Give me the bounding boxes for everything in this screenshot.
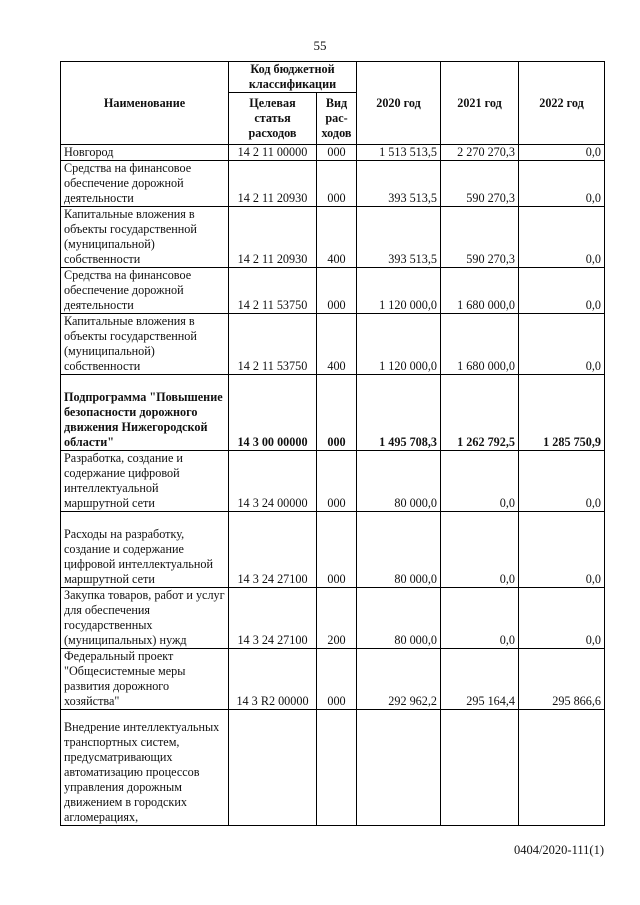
row-amount-2020: 1 513 513,5 <box>357 145 441 161</box>
row-target-code: 14 2 11 20930 <box>229 161 317 207</box>
row-amount-2021: 295 164,4 <box>441 649 519 710</box>
row-expense-type: 000 <box>317 512 357 588</box>
header-2022: 2022 год <box>519 62 605 145</box>
row-amount-2020: 1 120 000,0 <box>357 268 441 314</box>
row-amount-2021: 2 270 270,3 <box>441 145 519 161</box>
row-expense-type: 000 <box>317 268 357 314</box>
table-row <box>61 268 605 314</box>
row-expense-type: 200 <box>317 588 357 649</box>
row-amount-2022: 295 866,6 <box>519 649 605 710</box>
row-amount-2022: 0,0 <box>519 268 605 314</box>
header-kbk: Код бюджетной классификации <box>229 62 357 93</box>
row-target-code: 14 3 24 27100 <box>229 512 317 588</box>
row-amount-2021: 590 270,3 <box>441 161 519 207</box>
header-target-article: Целевая статья расходов <box>229 93 317 145</box>
header-2021: 2021 год <box>441 62 519 145</box>
row-name: Разработка, создание и содержание цифровой интеллектуальной маршрутной сети <box>61 451 229 512</box>
row-expense-type: 000 <box>317 145 357 161</box>
row-name: Подпрограмма "Повышение безопасности дорожного движения Нижегородской области" <box>61 375 229 451</box>
row-amount-2021: 1 262 792,5 <box>441 375 519 451</box>
row-amount-2022 <box>519 710 605 826</box>
row-target-code <box>229 710 317 826</box>
row-name: Внедрение интеллектуальных транспортных систем, предусматривающих автоматизацию процессов управления дорожным движением в городских агломерациях, <box>61 710 229 826</box>
page-number: 55 <box>313 38 327 53</box>
row-target-code: 14 2 11 00000 <box>229 145 317 161</box>
header-2020: 2020 год <box>357 62 441 145</box>
row-amount-2022: 0,0 <box>519 451 605 512</box>
row-amount-2022: 0,0 <box>519 588 605 649</box>
row-amount-2020: 80 000,0 <box>357 588 441 649</box>
table-row <box>61 649 605 710</box>
row-name: Расходы на разработку, создание и содержание цифровой интеллектуальной маршрутной сети <box>61 512 229 588</box>
row-expense-type: 400 <box>317 207 357 268</box>
row-amount-2022: 0,0 <box>519 314 605 375</box>
row-amount-2021: 1 680 000,0 <box>441 268 519 314</box>
row-name: Капитальные вложения в объекты государственной (муниципальной) собственности <box>61 207 229 268</box>
row-expense-type <box>317 710 357 826</box>
row-target-code: 14 3 00 00000 <box>229 375 317 451</box>
row-amount-2021: 0,0 <box>441 512 519 588</box>
row-expense-type: 000 <box>317 451 357 512</box>
row-amount-2022: 0,0 <box>519 512 605 588</box>
row-amount-2021: 590 270,3 <box>441 207 519 268</box>
row-amount-2020: 1 495 708,3 <box>357 375 441 451</box>
row-target-code: 14 3 24 00000 <box>229 451 317 512</box>
row-amount-2020: 1 120 000,0 <box>357 314 441 375</box>
row-amount-2020: 80 000,0 <box>357 512 441 588</box>
row-amount-2020: 292 962,2 <box>357 649 441 710</box>
row-amount-2022: 0,0 <box>519 145 605 161</box>
row-amount-2021: 1 680 000,0 <box>441 314 519 375</box>
row-amount-2020 <box>357 710 441 826</box>
row-name: Средства на финансовое обеспечение дорожной деятельности <box>61 268 229 314</box>
row-target-code: 14 2 11 53750 <box>229 314 317 375</box>
table-row <box>61 207 605 268</box>
row-amount-2020: 393 513,5 <box>357 207 441 268</box>
row-name: Новгород <box>61 145 229 161</box>
row-amount-2022: 0,0 <box>519 161 605 207</box>
row-target-code: 14 3 R2 00000 <box>229 649 317 710</box>
row-target-code: 14 2 11 20930 <box>229 207 317 268</box>
row-target-code: 14 2 11 53750 <box>229 268 317 314</box>
row-amount-2021: 0,0 <box>441 588 519 649</box>
row-expense-type: 000 <box>317 161 357 207</box>
header-name: Наименование <box>61 62 229 145</box>
row-amount-2022: 0,0 <box>519 207 605 268</box>
table-row <box>61 710 605 826</box>
table-row <box>61 161 605 207</box>
table-row <box>61 512 605 588</box>
row-expense-type: 000 <box>317 649 357 710</box>
row-expense-type: 000 <box>317 375 357 451</box>
row-amount-2021 <box>441 710 519 826</box>
table-row <box>61 451 605 512</box>
row-expense-type: 400 <box>317 314 357 375</box>
row-name: Средства на финансовое обеспечение дорожной деятельности <box>61 161 229 207</box>
row-name: Закупка товаров, работ и услуг для обеспечения государственных (муниципальных) нужд <box>61 588 229 649</box>
table-row <box>61 314 605 375</box>
table-row <box>61 145 605 161</box>
table-row <box>61 588 605 649</box>
table-row <box>61 375 605 451</box>
row-amount-2020: 80 000,0 <box>357 451 441 512</box>
row-amount-2022: 1 285 750,9 <box>519 375 605 451</box>
row-name: Капитальные вложения в объекты государственной (муниципальной) собственности <box>61 314 229 375</box>
row-amount-2021: 0,0 <box>441 451 519 512</box>
footer-code: 0404/2020-111(1) <box>513 843 604 857</box>
header-expense-type: Вид рас-ходов <box>317 93 357 145</box>
row-name: Федеральный проект "Общесистемные меры развития дорожного хозяйства" <box>61 649 229 710</box>
row-amount-2020: 393 513,5 <box>357 161 441 207</box>
row-target-code: 14 3 24 27100 <box>229 588 317 649</box>
budget-table <box>60 61 605 826</box>
